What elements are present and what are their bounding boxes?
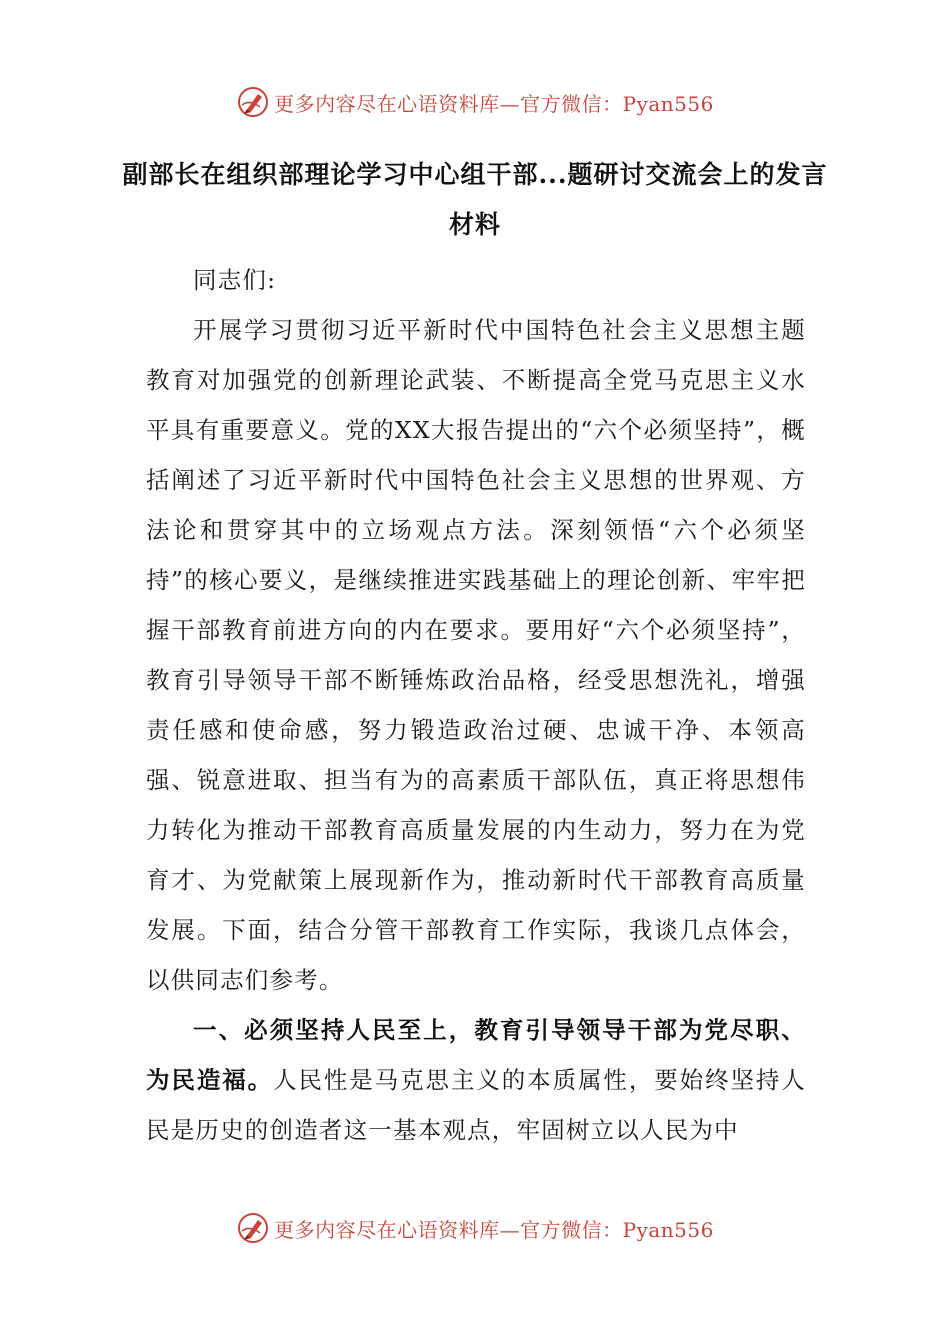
document-title: 副部长在组织部理论学习中心组干部...题研讨交流会上的发言材料 xyxy=(122,160,828,239)
paragraph-intro: 开展学习贯彻习近平新时代中国特色社会主义思想主题教育对加强党的创新理论武装、不断提高全党马克思主义水平具有重要意义。党的XX大报告提出的“六个必须坚持”，概括阐述了习近平新时代中国特色社会主义思想的世界观、方法论和贯穿其中的立场观点方法。深刻领悟“六个必须坚持”的核心要义，是继续推进实践基础上的理论创新、牢牢把握干部教育前进方向的内在要求。要用好“六个必须坚持”，教育引导领导干部不断锤炼政治品格，经受思想洗礼，增强责任感和使命感，努力锻造政治过硬、忠诚干净、本领高强、锐意进取、担当有为的高素质干部队伍，真正将思想伟力转化为推动干部教育高质量发展的内生动力，努力在为党育才、为党献策上展现新作为，推动新时代干部教育高质量发展。下面，结合分管干部教育工作实际，我谈几点体会，以供同志们参考。 xyxy=(146,316,806,994)
footer-banner xyxy=(0,1208,950,1248)
pen-logo-icon xyxy=(236,85,270,119)
greeting: 同志们: xyxy=(193,266,277,294)
section-1-heading: 一、必须坚持人民至上，教育引导领导干部为党尽职、为民造福。 xyxy=(146,1016,806,1094)
section-1-text: 人民性是马克思主义的本质属性，要始终坚持人民是历史的创造者这一基本观点，牢固树立以人民为中 xyxy=(146,1066,806,1144)
banner-text: 更多内容尽在心语资料库—官方微信：Pyan556 xyxy=(274,91,714,116)
header-banner xyxy=(0,82,950,122)
document-body xyxy=(146,255,806,1155)
banner-text: 更多内容尽在心语资料库—官方微信：Pyan556 xyxy=(274,1217,714,1242)
section-1 xyxy=(146,1005,806,1155)
pen-logo-icon xyxy=(236,1211,270,1245)
